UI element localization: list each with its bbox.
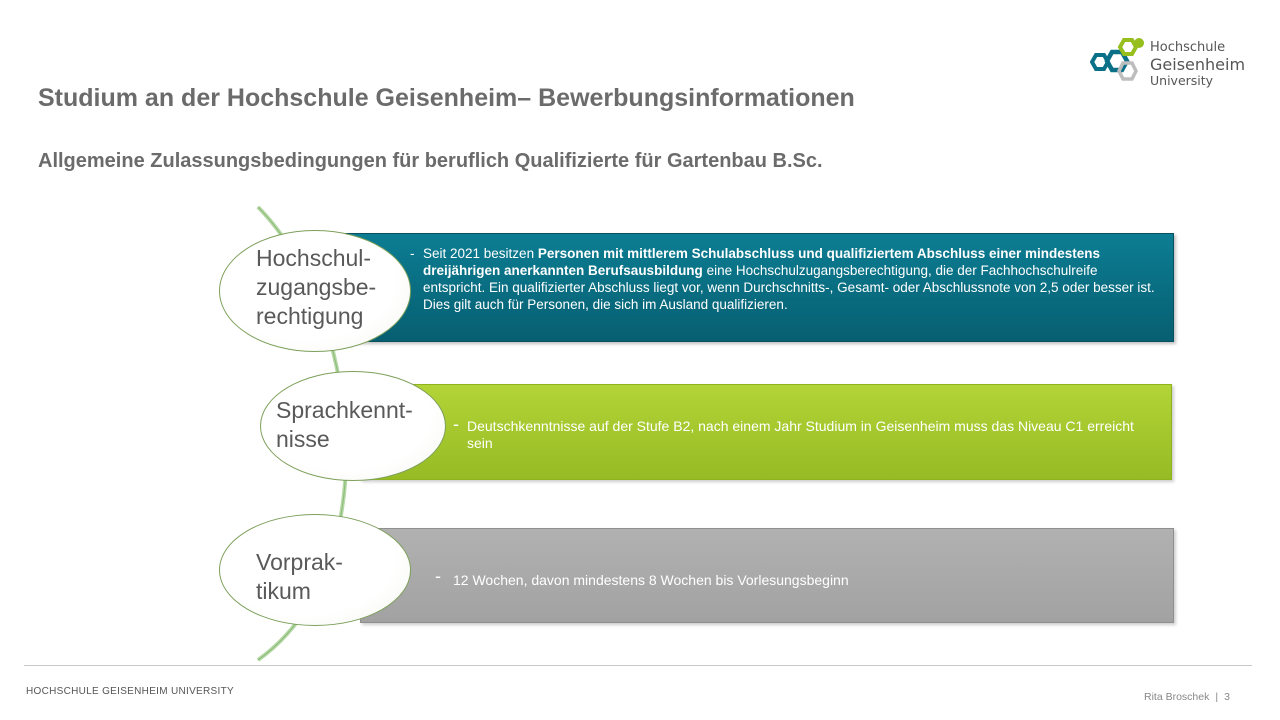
requirement-text-language [453,414,1153,452]
logo-line2: Geisenheim [1150,55,1246,74]
bullet-dash: - [410,246,415,261]
page-number: 3 [1224,691,1230,703]
footer-separator: | [1215,691,1219,703]
footer-institution: HOCHSCHULE GEISENHEIM UNIVERSITY [26,686,234,697]
label-hzb-line1: Hochschul- [256,245,372,271]
internship-text: 12 Wochen, davon mindestens 8 Wochen bis Vorlesungsbeginn [453,572,849,588]
bullet-dash: - [453,414,459,434]
label-hzb-line2: zugangsbe- [256,274,377,300]
label-language-line1: Sprachkennt- [276,397,413,423]
hzb-text-pre: Seit 2021 besitzen [423,246,538,261]
label-hzb-line3: rechtigung [256,303,364,329]
label-internship-line2: tikum [256,578,311,604]
logo-line1: Hochschule [1150,40,1226,55]
label-language [276,396,413,454]
footer-page-info [1144,691,1230,703]
logo-line3: University [1150,73,1214,88]
label-internship [256,548,343,606]
language-text: Deutschkenntnisse auf der Stufe B2, nach einem Jahr Studium in Geisenheim muss das Niveau C1 erreicht sein [467,418,1134,451]
bullet-dash: - [435,566,441,586]
footer-divider [24,665,1252,666]
requirement-text-hzb [410,245,1162,313]
footer-author: Rita Broschek [1144,691,1210,703]
label-language-line2: nisse [276,426,330,452]
label-internship-line1: Vorprak- [256,549,343,575]
page-title: Studium an der Hochschule Geisenheim– Bewerbungsinformationen [38,84,855,112]
page-subtitle: Allgemeine Zulassungsbedingungen für beruflich Qualifizierte für Gartenbau B.Sc. [38,150,823,172]
requirement-text-internship [435,566,1135,589]
label-hzb [256,244,376,331]
hzb-text-bold: Personen mit mittlerem Schulabschluss und qualifiziertem Abschluss einer mindestens dreijährigen anerkannten Berufsausbildung [423,246,1100,278]
hzb-text-post: eine Hochschulzugangsberechtigung, die der Fachhochschulreife entspricht. Ein qualifizierter Abschluss liegt vor, wenn Durchschnitts-, Gesamt- oder Abschlussnote von 2,5 oder besser ist. Dies gilt auch für Personen, die sich im Ausland qualifizieren. [423,263,1155,312]
